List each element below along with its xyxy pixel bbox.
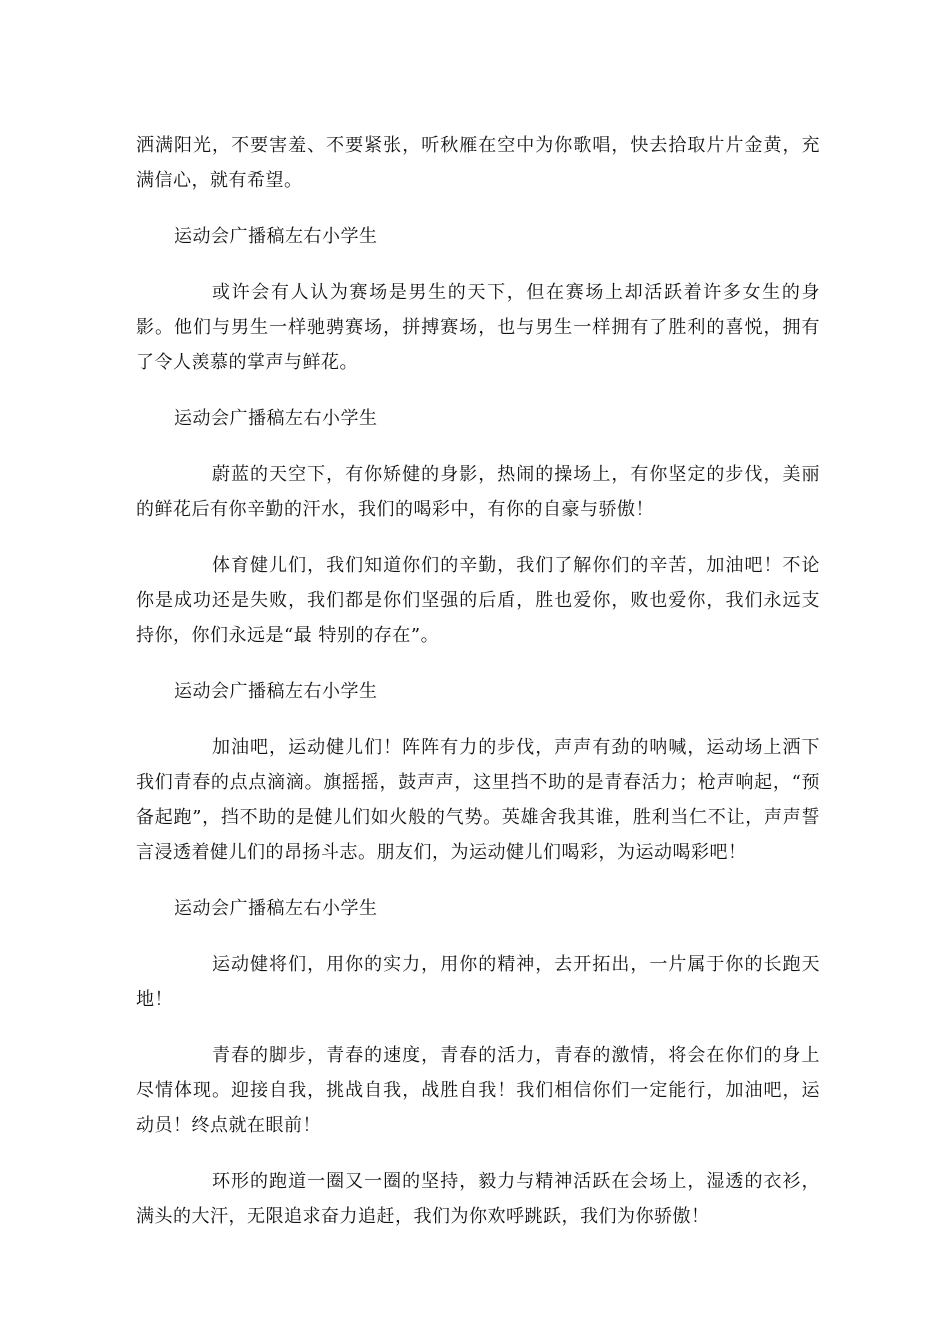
paragraph-1: 洒满阳光，不要害羞、不要紧张，听秋雁在空中为你歌唱，快去拾取片片金黄，充满信心，就有希望。 [136,135,820,191]
paragraph-5: 加油吧，运动健儿们！阵阵有力的步伐，声声有劲的呐喊，运动场上洒下我们青春的点点滴滴。旗摇摇，鼓声声，这里挡不助的是青春活力；枪声响起，“预备起跑”，挡不助的是健儿们如火般的气势。英雄舍我其谁，胜利当仁不让，声声誓言浸透着健儿们的昂扬斗志。朋友们，为运动健儿们喝彩，为运动喝彩吧！ [136,737,820,863]
section-heading-4: 运动会广播稿左右小学生 [174,898,378,919]
paragraph-2: 或许会有人认为赛场是男生的天下，但在赛场上却活跃着许多女生的身影。他们与男生一样驰骋赛场，拼搏赛场，也与男生一样拥有了胜利的喜悦，拥有了令人羡慕的掌声与鲜花。 [136,282,820,373]
section-heading-3: 运动会广播稿左右小学生 [174,681,378,702]
paragraph-4: 体育健儿们，我们知道你们的辛勤，我们了解你们的辛苦，加油吧！不论你是成功还是失败，我们都是你们坚强的后盾，胜也爱你，败也爱你，我们永远支持你，你们永远是“最 特别的存在”。 [136,555,820,646]
paragraph-8: 环形的跑道一圈又一圈的坚持，毅力与精神活跃在会场上，湿透的衣衫，满头的大汗，无限追求奋力追赶，我们为你欢呼跳跃，我们为你骄傲！ [136,1171,820,1227]
paragraph-6: 运动健将们，用你的实力，用你的精神，去开拓出，一片属于你的长跑天地！ [136,954,820,1010]
document-body [136,128,820,1255]
section-heading-1: 运动会广播稿左右小学生 [174,226,378,247]
paragraph-3: 蔚蓝的天空下，有你矫健的身影，热闹的操场上，有你坚定的步伐，美丽的鲜花后有你辛勤的汗水，我们的喝彩中，有你的自豪与骄傲！ [136,464,820,520]
paragraph-7: 青春的脚步，青春的速度，青春的活力，青春的激情，将会在你们的身上尽情体现。迎接自我，挑战自我，战胜自我！我们相信你们一定能行，加油吧，运动员！终点就在眼前！ [136,1045,820,1136]
section-heading-2: 运动会广播稿左右小学生 [174,408,378,429]
